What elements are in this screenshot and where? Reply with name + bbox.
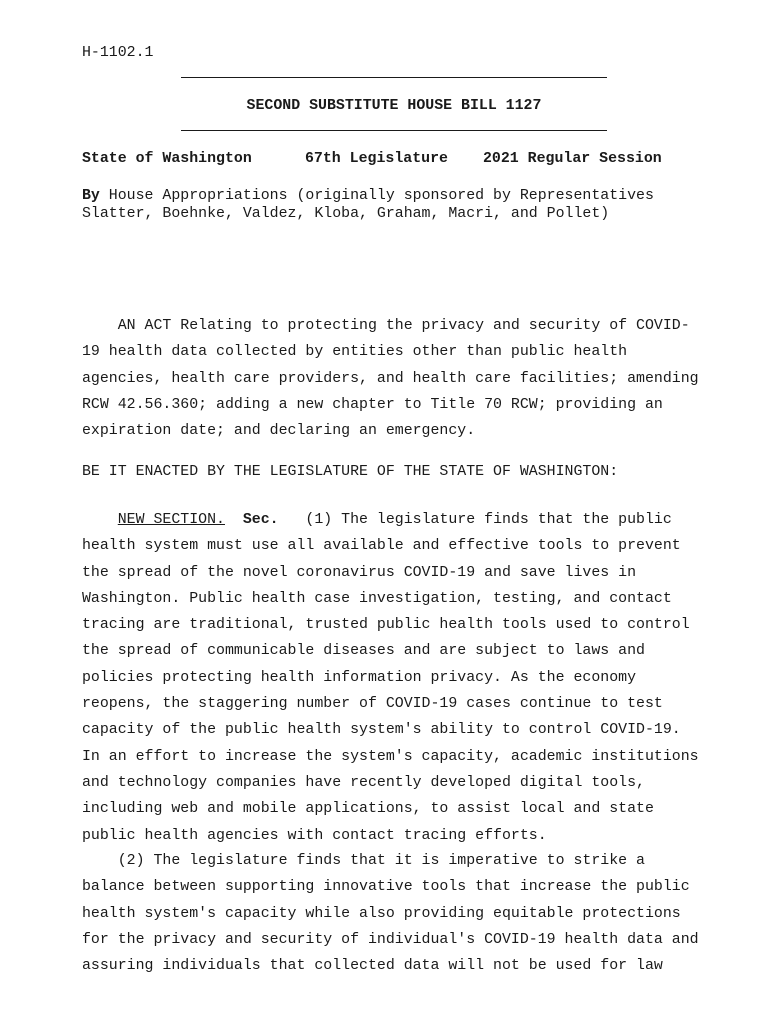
title-rule-bottom: [181, 130, 607, 131]
section-2-line: balance between supporting innovative tools that increase the public: [82, 879, 690, 896]
act-line: expiration date; and declaring an emergency.: [82, 423, 476, 440]
section-1-line: policies protecting health information privacy. As the economy: [82, 669, 637, 686]
section-1-line: the spread of communicable diseases and are subject to laws and: [82, 643, 645, 660]
section-1-line: In an effort to increase the system's capacity, academic institutions: [82, 748, 699, 765]
state-label: State of Washington: [82, 151, 252, 167]
section-2-line: assuring individuals that collected data will not be used for law: [82, 958, 663, 975]
sponsor-line-1: House Appropriations (originally sponsored by Representatives: [99, 188, 654, 204]
enacting-clause: BE IT ENACTED BY THE LEGISLATURE OF THE STATE OF WASHINGTON:: [82, 464, 619, 480]
section-1-line: public health agencies with contact tracing efforts.: [82, 827, 547, 844]
act-line: RCW 42.56.360; adding a new chapter to Title 70 RCW; providing an: [82, 396, 663, 413]
section-1-line: health system must use all available and effective tools to prevent: [82, 538, 681, 555]
sponsor-block: [82, 187, 654, 223]
act-line: AN ACT Relating to protecting the privacy and security of COVID-: [82, 318, 690, 334]
sec-label: Sec.: [242, 512, 279, 528]
section-2-line: (2) The legislature finds that it is imperative to strike a: [82, 853, 645, 869]
bill-title: SECOND SUBSTITUTE HOUSE BILL 1127: [246, 98, 542, 114]
section-2-line: for the privacy and security of individual's COVID-19 health data and: [82, 931, 699, 948]
section-1-line: Washington. Public health case investigation, testing, and contact: [82, 590, 672, 607]
section-2-paragraph: [82, 848, 699, 979]
section-1-first-line: [82, 507, 699, 533]
act-title-paragraph: [82, 313, 699, 444]
session-label: 2021 Regular Session: [483, 151, 662, 167]
act-line: agencies, health care providers, and health care facilities; amending: [82, 370, 699, 387]
section-1-paragraph: [82, 507, 699, 849]
section-2-line: health system's capacity while also providing equitable protections: [82, 905, 681, 922]
new-section-label: NEW SECTION.: [117, 512, 225, 528]
sponsor-line-2: Slatter, Boehnke, Valdez, Kloba, Graham, Macri, and Pollet): [82, 206, 610, 222]
section-1-line: capacity of the public health system's ability to control COVID-19.: [82, 722, 681, 739]
section-1-line: including web and mobile applications, to assist local and state: [82, 801, 654, 818]
document-id: H-1102.1: [82, 45, 154, 61]
section-1-line: the spread of the novel coronavirus COVID-19 and save lives in: [82, 564, 637, 581]
section-1-line: tracing are traditional, trusted public health tools used to control: [82, 617, 690, 634]
sponsor-prefix: By: [82, 188, 100, 204]
act-line: 19 health data collected by entities other than public health: [82, 344, 628, 361]
section-1-line: reopens, the staggering number of COVID-19 cases continue to test: [82, 696, 663, 713]
section-1-first-text: (1) The legislature finds that the public: [278, 512, 672, 528]
section-1-line: and technology companies have recently developed digital tools,: [82, 774, 645, 791]
title-rule-top: [181, 77, 607, 78]
legislature-label: 67th Legislature: [305, 151, 448, 167]
